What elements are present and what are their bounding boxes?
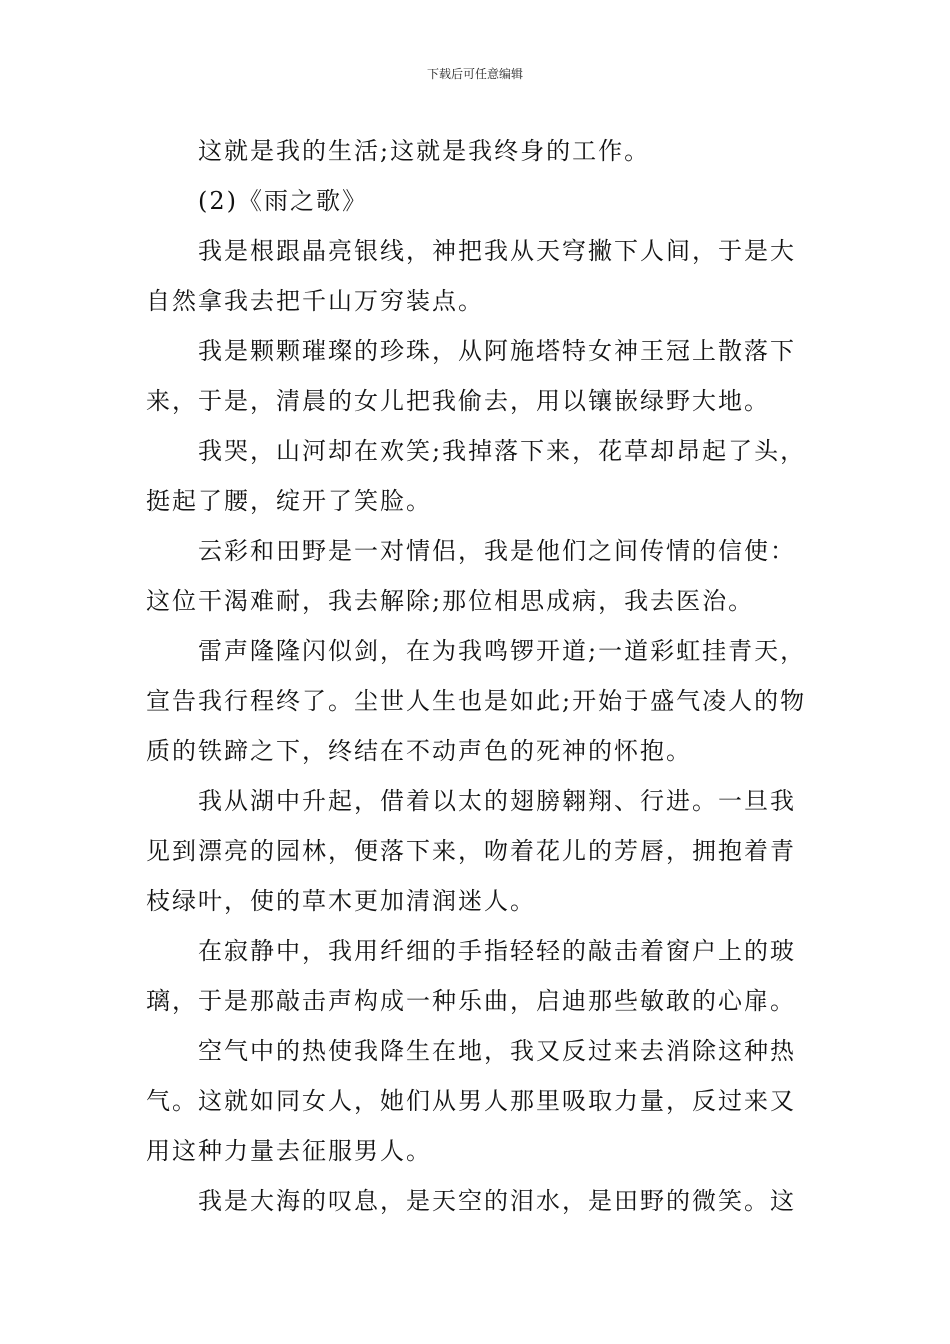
text-line: 挺起了腰，绽开了笑脸。 <box>146 487 432 515</box>
text-line: 雷声隆隆闪似剑，在为我鸣锣开道;一道彩虹挂青天， <box>198 637 807 665</box>
paragraph <box>146 776 810 926</box>
paragraph <box>146 526 810 626</box>
text-line: 我哭，山河却在欢笑;我掉落下来，花草却昂起了头， <box>198 437 807 465</box>
page-header: 下载后可任意编辑 <box>426 67 523 81</box>
document-body <box>146 126 810 1226</box>
text-line: 气。这就如同女人，她们从男人那里吸取力量，反过来又 <box>146 1087 796 1115</box>
section-title <box>146 176 810 226</box>
text-line: 云彩和田野是一对情侣，我是他们之间传情的信使： <box>198 537 796 565</box>
text-line: (2)《雨之歌》 <box>198 187 368 215</box>
text-line: 在寂静中，我用纤细的手指轻轻的敲击着窗户上的玻 <box>198 937 796 965</box>
text-line: 用这种力量去征服男人。 <box>146 1137 432 1165</box>
paragraph <box>146 1026 810 1176</box>
text-line: 自然拿我去把千山万穷装点。 <box>146 287 484 315</box>
text-line: 我是根跟晶亮银线，神把我从天穹撇下人间，于是大 <box>198 237 796 265</box>
text-line: 我从湖中升起，借着以太的翅膀翱翔、行进。一旦我 <box>198 787 796 815</box>
paragraph <box>146 626 810 776</box>
paragraph <box>146 126 810 176</box>
text-line: 这就是我的生活;这就是我终身的工作。 <box>198 137 651 165</box>
text-line: 宣告我行程终了。尘世人生也是如此;开始于盛气凌人的物 <box>146 687 807 715</box>
paragraph <box>146 426 810 526</box>
text-line: 璃，于是那敲击声构成一种乐曲，启迪那些敏敢的心扉。 <box>146 987 796 1015</box>
text-line: 来，于是，清晨的女儿把我偷去，用以镶嵌绿野大地。 <box>146 387 770 415</box>
text-line: 我是大海的叹息，是天空的泪水，是田野的微笑。这 <box>198 1187 796 1215</box>
text-line: 这位干渴难耐，我去解除;那位相思成病，我去医治。 <box>146 587 755 615</box>
text-line: 空气中的热使我降生在地，我又反过来去消除这种热 <box>198 1037 796 1065</box>
paragraph <box>146 326 810 426</box>
paragraph <box>146 226 810 326</box>
text-line: 我是颗颗璀璨的珍珠，从阿施塔特女神王冠上散落下 <box>198 337 796 365</box>
text-line: 见到漂亮的园林，便落下来，吻着花儿的芳唇，拥抱着青 <box>146 837 796 865</box>
paragraph <box>146 1176 810 1226</box>
text-line: 枝绿叶，使的草木更加清润迷人。 <box>146 887 536 915</box>
paragraph <box>146 926 810 1026</box>
text-line: 质的铁蹄之下，终结在不动声色的死神的怀抱。 <box>146 737 692 765</box>
